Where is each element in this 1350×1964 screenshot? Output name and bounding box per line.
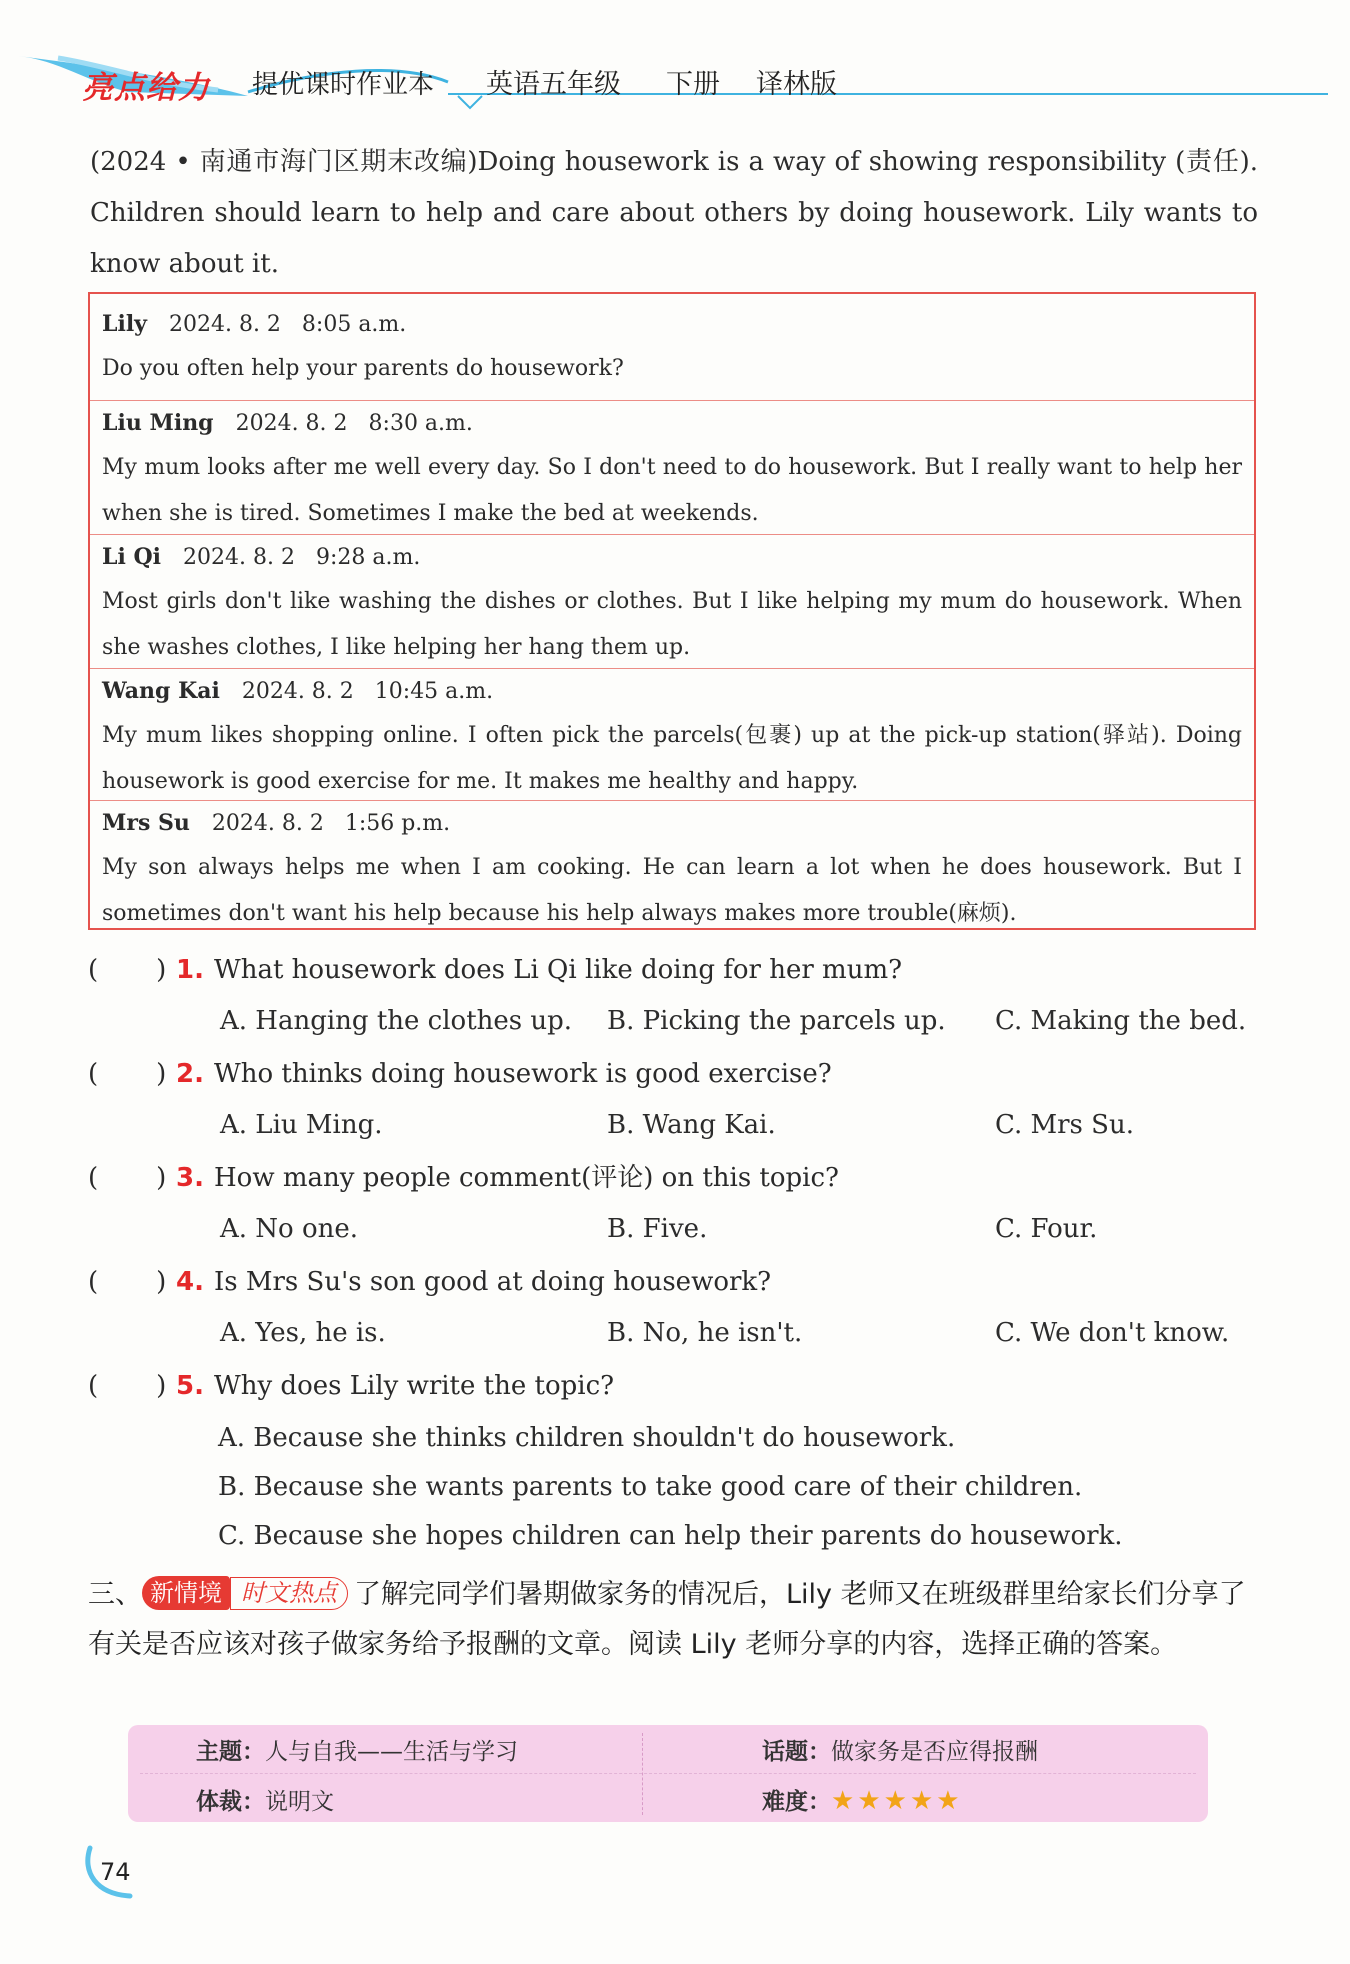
- question-text: Why does Lily write the topic?: [214, 1371, 615, 1401]
- section-text: 了解完同学们暑期做家务的情况后，Lily 老师又在班级群里给家长们分享了有关是否应该对孩子做家务给予报酬的文章。阅读 Lily 老师分享的内容，选择正确的答案。: [88, 1579, 1246, 1660]
- subject-label: 英语五年级: [486, 69, 621, 100]
- poster-name: Wang Kai: [102, 678, 220, 704]
- option-c: C. Mrs Su.: [995, 1110, 1134, 1140]
- post-date: 2024. 8. 2: [211, 811, 324, 836]
- question-1: [88, 950, 1268, 990]
- post-time: 10:45 a.m.: [374, 679, 494, 704]
- section-number: 三、: [88, 1579, 142, 1610]
- post-text: My mum looks after me well every day. So I don't need to do housework. But I really want to help her when she is tired. Sometimes I make the bed at weekends.: [102, 455, 1242, 526]
- topic-info: 话题：做家务是否应得报酬: [762, 1739, 1038, 1765]
- answer-blank[interactable]: ( ): [88, 1059, 167, 1089]
- question-4: [88, 1262, 1268, 1302]
- question-number: 5.: [176, 1371, 204, 1401]
- post-time: 8:30 a.m.: [368, 411, 473, 436]
- option-b: B. Because she wants parents to take good care of their children.: [218, 1472, 1083, 1502]
- comment-post-mrs-su: [90, 800, 1254, 937]
- info-divider-horizontal: [140, 1773, 1196, 1774]
- option-a: A. Hanging the clothes up.: [220, 1006, 573, 1036]
- comment-post-li-qi: [90, 534, 1254, 671]
- post-time: 8:05 a.m.: [301, 312, 407, 337]
- post-time: 9:28 a.m.: [315, 545, 421, 570]
- page-number: 74: [100, 1858, 131, 1886]
- question-text: Is Mrs Su's son good at doing housework?: [214, 1267, 772, 1297]
- option-a: A. Liu Ming.: [220, 1110, 383, 1140]
- section-three-instructions: [88, 1570, 1268, 1670]
- post-text: Do you often help your parents do housework?: [102, 356, 624, 381]
- intro-paragraph: (2024 • 南通市海门区期末改编)Doing housework is a way of showing responsibility (责任). Children should learn to help and care about others by doing housework. Lily wants to know about it.: [90, 147, 1258, 279]
- star-icon: ★: [909, 1786, 937, 1816]
- post-text: Most girls don't like washing the dishes or clothes. But I like helping my mum do housework. When she washes clothes, I like helping her hang them up.: [102, 589, 1242, 660]
- question-number: 2.: [176, 1059, 204, 1089]
- question-text: What housework does Li Qi like doing for her mum?: [214, 955, 903, 985]
- poster-name: Mrs Su: [102, 810, 190, 836]
- edition-label: 译林版: [756, 69, 837, 100]
- post-date: 2024. 8. 2: [168, 312, 281, 337]
- answer-blank[interactable]: ( ): [88, 1267, 167, 1297]
- question-5: [88, 1366, 1268, 1406]
- option-a: A. No one.: [220, 1214, 359, 1244]
- post-text: My son always helps me when I am cooking. He can learn a lot when he does housework. But I sometimes don't want his help because his help always makes more trouble(麻烦).: [102, 855, 1242, 926]
- option-b: B. Picking the parcels up.: [607, 1006, 946, 1036]
- option-a: A. Because she thinks children shouldn't do housework.: [218, 1423, 956, 1453]
- question-2: [88, 1054, 1268, 1094]
- option-b: B. No, he isn't.: [607, 1318, 803, 1348]
- post-date: 2024. 8. 2: [183, 545, 295, 570]
- comment-post-liu-ming: [90, 400, 1254, 537]
- option-c: C. Because she hopes children can help their parents do housework.: [218, 1521, 1123, 1551]
- new-context-tag: 新情境: [142, 1576, 230, 1610]
- option-b: B. Five.: [607, 1214, 708, 1244]
- answer-blank[interactable]: ( ): [88, 955, 167, 985]
- difficulty-info: 难度：★★★★★: [762, 1786, 963, 1816]
- question-number: 4.: [176, 1267, 204, 1297]
- star-icon: ★: [831, 1786, 858, 1816]
- post-date: 2024. 8. 2: [235, 411, 348, 436]
- post-time: 1:56 p.m.: [344, 811, 451, 836]
- poster-name: Lily: [102, 311, 147, 337]
- volume-label: 下册: [666, 69, 720, 100]
- question-number: 3.: [176, 1163, 204, 1193]
- hot-topic-tag: 时文热点: [230, 1577, 348, 1610]
- question-text: Who thinks doing housework is good exercise?: [214, 1059, 832, 1089]
- star-icon: ★: [857, 1786, 884, 1816]
- theme-info: 主题：人与自我——生活与学习: [196, 1739, 518, 1765]
- answer-blank[interactable]: ( ): [88, 1163, 167, 1193]
- answer-blank[interactable]: ( ): [88, 1371, 167, 1401]
- comment-post-lily: [90, 302, 1254, 392]
- option-c: C. Making the bed.: [995, 1006, 1247, 1036]
- option-c: C. Four.: [995, 1214, 1098, 1244]
- comment-post-wang-kai: [90, 668, 1254, 805]
- comment-table: [88, 292, 1256, 930]
- series-title: 提优课时作业本: [252, 70, 435, 100]
- genre-info: 体裁：说明文: [196, 1789, 334, 1815]
- question-3: [88, 1158, 1268, 1198]
- post-date: 2024. 8. 2: [241, 679, 354, 704]
- brand-logo: 亮点给力: [82, 70, 210, 106]
- poster-name: Liu Ming: [102, 410, 214, 436]
- question-number: 1.: [176, 955, 204, 985]
- option-b: B. Wang Kai.: [607, 1110, 776, 1140]
- option-a: A. Yes, he is.: [220, 1318, 386, 1348]
- option-c: C. We don't know.: [995, 1318, 1230, 1348]
- post-text: My mum likes shopping online. I often pick the parcels(包裹) up at the pick-up station(驿站). Doing housework is good exercise for me. It makes me healthy and happy.: [102, 723, 1242, 794]
- difficulty-stars: [831, 1786, 963, 1816]
- star-icon: ★: [936, 1786, 963, 1816]
- poster-name: Li Qi: [102, 544, 162, 570]
- star-icon: ★: [883, 1786, 910, 1816]
- question-text: How many people comment(评论) on this topic?: [214, 1163, 839, 1193]
- info-divider: [642, 1733, 643, 1815]
